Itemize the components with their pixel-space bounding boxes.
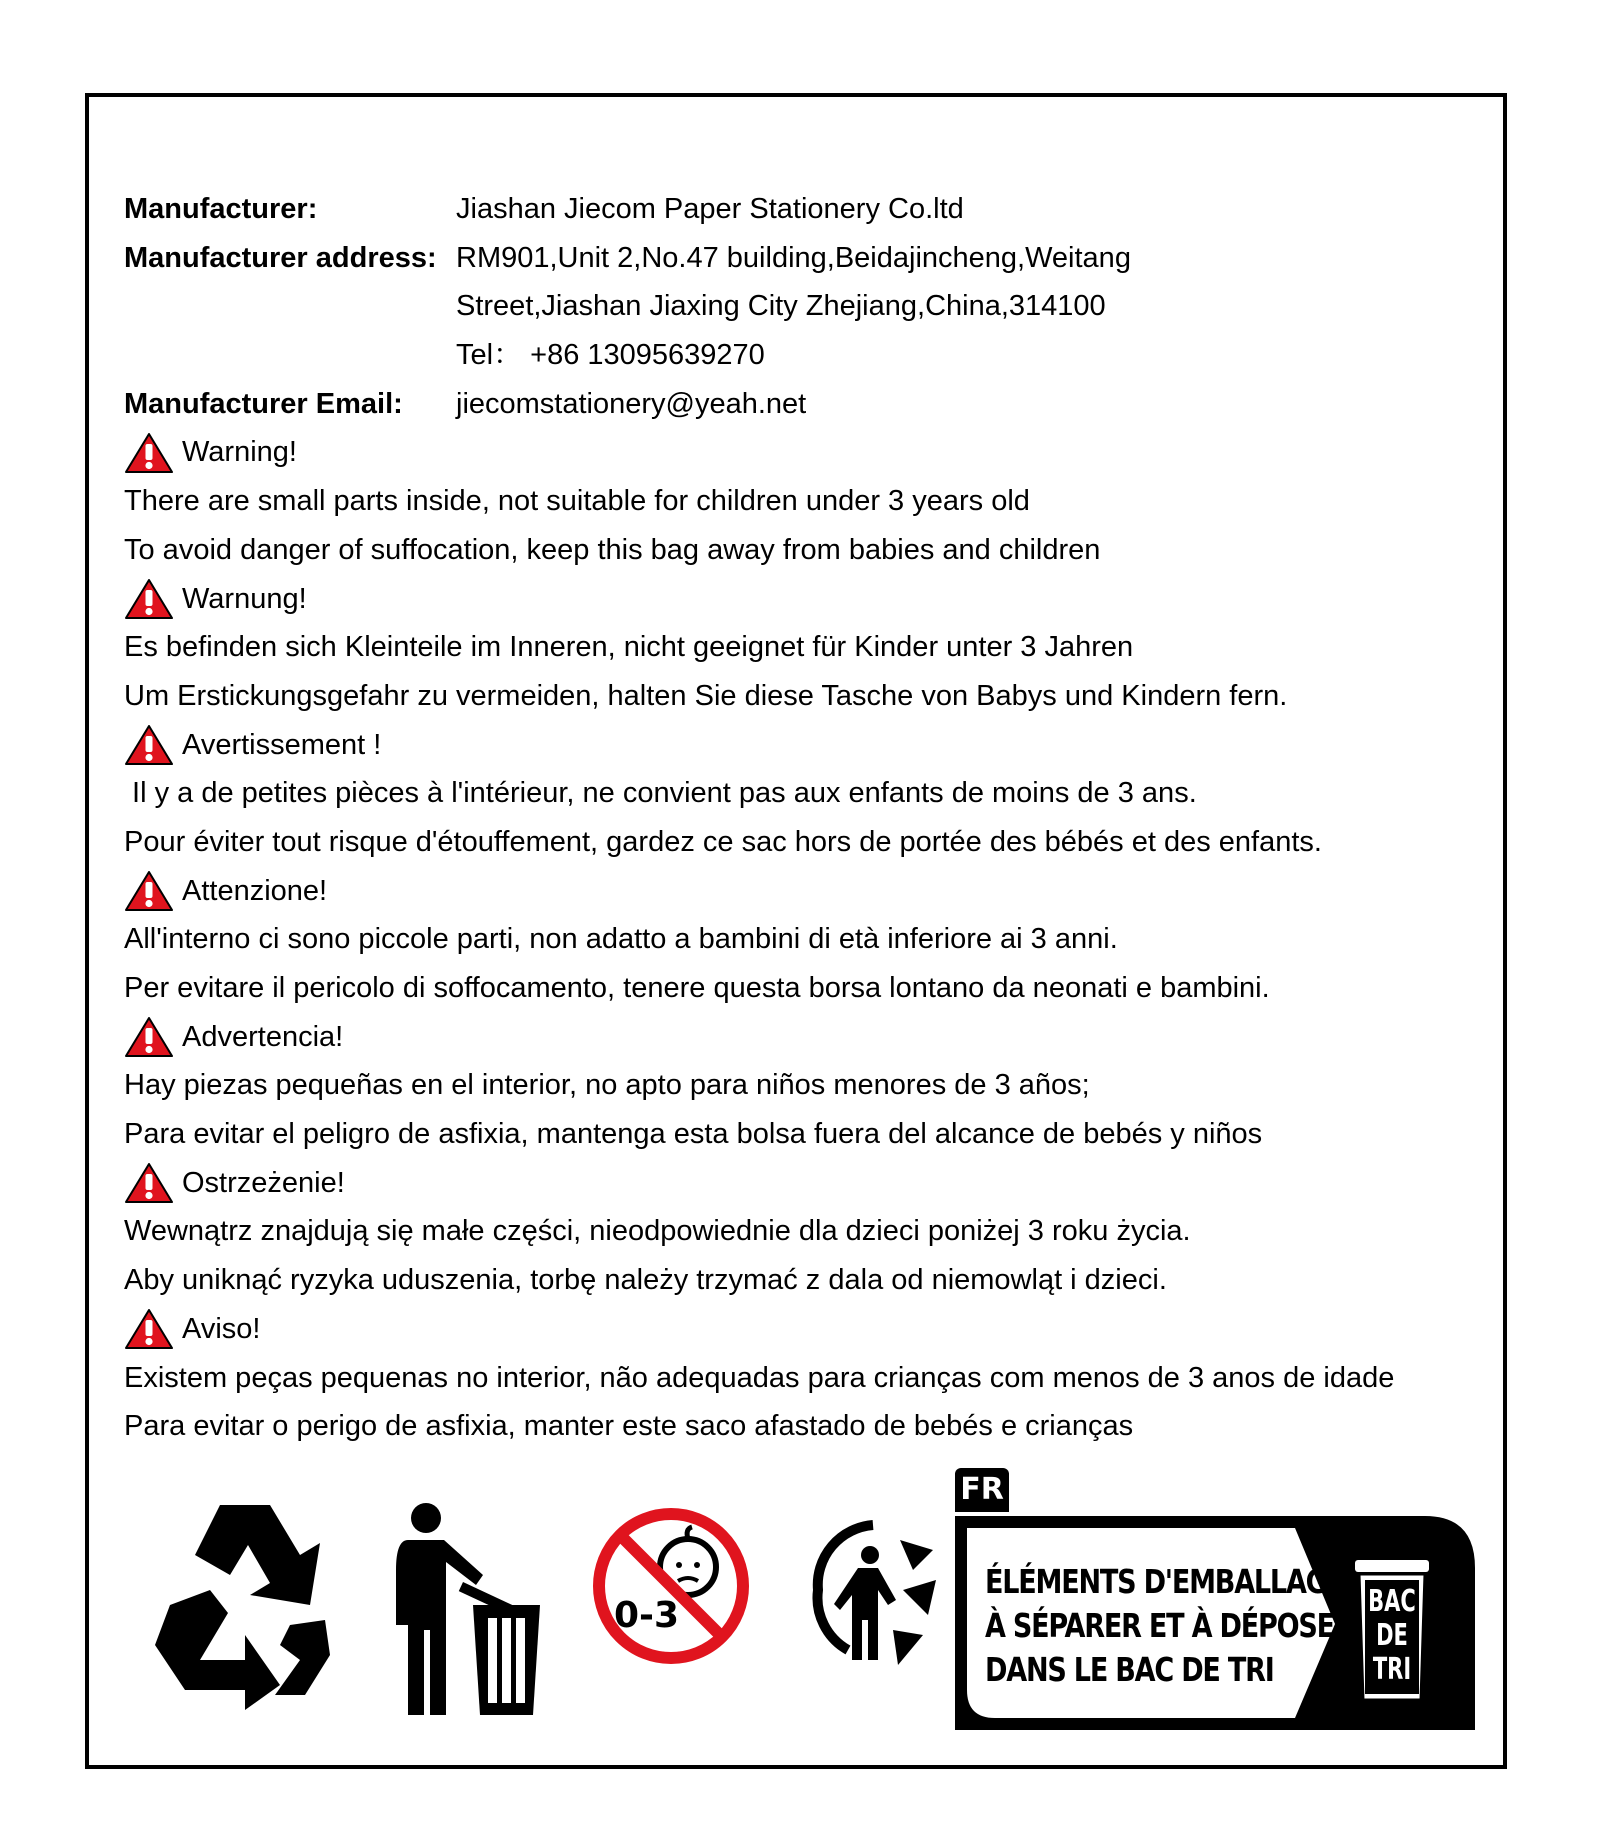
warning-text-line2: Para evitar el peligro de asfixia, mantenga esta bolsa fuera del alcance de bebés y niños [124,1118,1263,1151]
bin-label-line-1: BAC [1368,1584,1416,1619]
warning-heading: Warning! [182,436,297,469]
warning-text-line2: Aby uniknąć ryzyka uduszenia, torbę należy trzymać z dala od niemowląt i dzieci. [124,1264,1167,1297]
fr-country-tag: FR [955,1468,1009,1512]
warning-text-line1: Existem peças pequenas no interior, não adequadas para crianças com menos de 3 anos de idade [124,1361,1395,1394]
warning-text-line2: Um Erstickungsgefahr zu vermeiden, halten Sie diese Tasche von Babys und Kindern fern. [124,679,1288,712]
address-line-2: Street,Jiashan Jiaxing City Zhejiang,China,314100 [456,290,1106,323]
email-value: jiecomstationery@yeah.net [456,387,807,420]
warnings-list [124,428,1424,1450]
warning-triangle-icon [124,724,174,766]
sorting-line-3: DANS LE BAC DE TRI [985,1650,1274,1689]
triman-icon [808,1510,938,1675]
address-line-1: RM901,Unit 2,No.47 building,Beidajincheng,Weitang [456,241,1131,274]
age-range-label: 0-3 [614,1595,680,1636]
warning-triangle-icon [124,578,174,620]
sorting-info-box [955,1468,1475,1730]
warning-triangle-icon [124,1016,174,1058]
address-row-2 [124,282,1424,331]
warning-heading: Ostrzeżenie! [182,1166,345,1199]
bin-label-line-3: TRI [1372,1652,1412,1687]
warning-text-line2: Per evitare il pericolo di soffocamento, tenere questa borsa lontano da neonati e bambini. [124,972,1270,1004]
manufacturer-label: Manufacturer: [124,193,318,225]
warning-heading-row [124,1013,1424,1062]
tel-row [124,331,1424,380]
sorting-instructions [985,1560,1353,1692]
warning-text-line1: Wewnątrz znajdują się małe części, nieodpowiednie dla dzieci poniżej 3 roku życia. [124,1215,1191,1248]
warning-heading-row [124,867,1424,916]
warning-triangle-icon [124,1162,174,1204]
warning-text-line2: To avoid danger of suffocation, keep this bag away from babies and children [124,533,1101,566]
recycle-icon [150,1495,335,1717]
warning-text-line1: There are small parts inside, not suitable for children under 3 years old [124,485,1030,518]
no-children-icon [590,1505,752,1667]
warning-heading-row [124,428,1424,477]
warning-text-line2: Para evitar o perigo de asfixia, manter este saco afastado de bebés e crianças [124,1410,1134,1443]
warning-heading-row [124,575,1424,624]
warning-heading-row [124,721,1424,770]
manufacturer-value: Jiashan Jiecom Paper Stationery Co.ltd [456,193,964,225]
warning-heading: Advertencia! [182,1020,344,1053]
sorting-line-1: ÉLÉMENTS D'EMBALLAGE [985,1562,1344,1601]
address-row [124,234,1424,283]
age-warning-symbol [590,1505,752,1667]
tel-value: Tel： +86 13095639270 [456,339,765,372]
warning-text-line1: Hay piezas pequeñas en el interior, no apto para niños menores de 3 años; [124,1069,1090,1102]
warning-heading-row [124,1305,1424,1354]
address-label: Manufacturer address: [124,241,437,274]
warning-triangle-icon [124,1308,174,1350]
warning-text-line2: Pour éviter tout risque d'étouffement, gardez ce sac hors de portée des bébés et des enfants. [124,825,1322,858]
email-label: Manufacturer Email: [124,387,403,420]
sorting-line-2: À SÉPARER ET À DÉPOSER [985,1606,1354,1645]
warning-heading: Avertissement ! [182,728,382,761]
warning-text-line1: All'interno ci sono piccole parti, non adatto a bambini di età inferiore ai 3 anni. [124,923,1118,956]
warning-triangle-icon [124,432,174,474]
warning-heading: Warnung! [182,582,307,615]
warning-triangle-icon [124,870,174,912]
warning-text-line1: Il y a de petites pièces à l'intérieur, ne convient pas aux enfants de moins de 3 ans. [124,777,1197,810]
warning-heading-row [124,1159,1424,1208]
manufacturer-row [124,185,1424,234]
label-content [124,185,1424,1451]
bin-label-line-2: DE [1376,1618,1408,1653]
warning-text-line1: Es befinden sich Kleinteile im Inneren, nicht geeignet für Kinder unter 3 Jahren [124,631,1134,664]
warning-heading: Attenzione! [182,874,328,907]
email-row [124,380,1424,429]
trash-disposal-icon [388,1500,548,1720]
warning-heading: Aviso! [182,1312,261,1345]
